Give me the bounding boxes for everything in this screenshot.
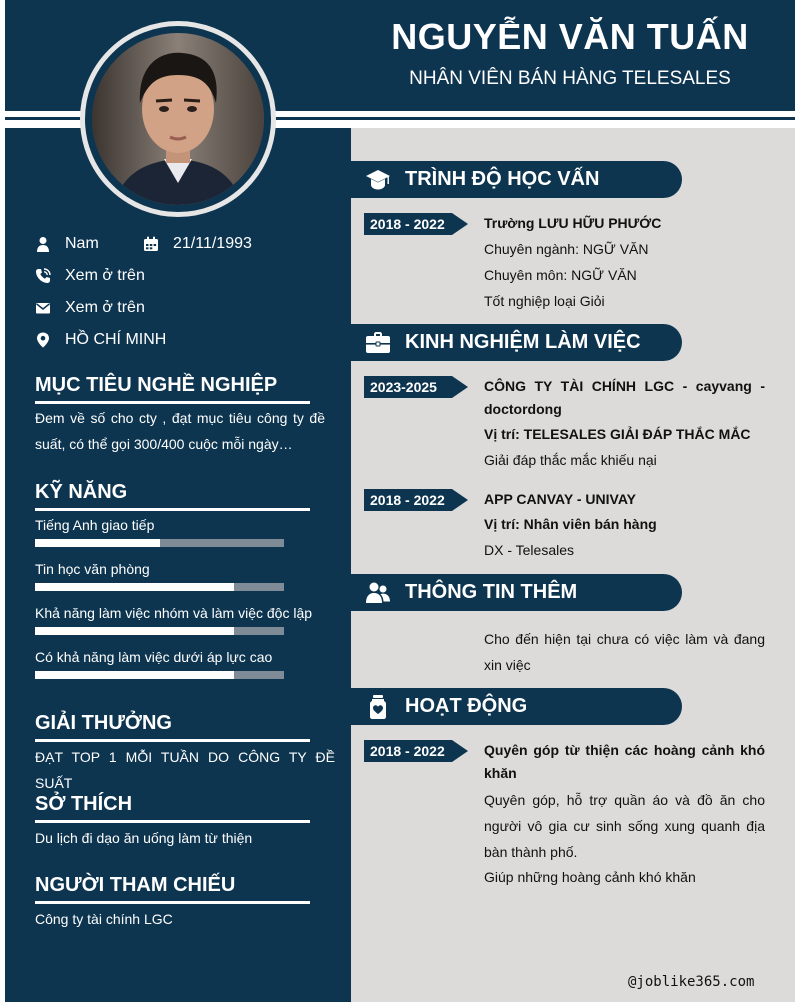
- experience-company: APP CANVAY - UNIVAY: [484, 491, 636, 507]
- briefcase-icon: [365, 330, 391, 356]
- education-major: Chuyên ngành: NGỮ VĂN: [484, 241, 649, 257]
- additional-info-entry: [484, 626, 765, 678]
- experience-date-tag: [364, 489, 468, 511]
- skill-bar-fill: [35, 671, 234, 679]
- activities-section-header: [351, 688, 682, 725]
- additional-info-heading: THÔNG TIN THÊM: [405, 581, 578, 603]
- graduation-cap-icon: [365, 167, 391, 193]
- experience-date: 2018 - 2022: [370, 492, 445, 508]
- experience-company: CÔNG TY TÀI CHÍNH LGC - cayvang - doctordong: [484, 378, 765, 417]
- experience-entry: [484, 488, 765, 563]
- references-text: Công ty tài chính LGC: [35, 911, 173, 927]
- skill-bar-fill: [35, 583, 234, 591]
- references-heading: NGƯỜI THAM CHIẾU: [35, 874, 310, 904]
- education-entry: [484, 212, 765, 314]
- skill-label: Tiếng Anh giao tiếp: [35, 517, 155, 533]
- activities-date-tag: [364, 740, 468, 762]
- skill-bar: [35, 671, 284, 679]
- education-grade: Tốt nghiệp loại Giỏi: [484, 293, 605, 309]
- experience-date-tag: [364, 376, 468, 398]
- activities-date: 2018 - 2022: [370, 743, 445, 759]
- activities-heading: HOẠT ĐỘNG: [405, 695, 528, 717]
- activities-entry: [484, 739, 765, 890]
- hobbies-text: Du lịch đi dạo ăn uống làm từ thiện: [35, 830, 253, 846]
- gender-text: Nam: [65, 235, 99, 252]
- experience-description: Giải đáp thắc mắc khiếu nại: [484, 452, 657, 468]
- gender-row: [35, 232, 99, 256]
- education-specialty: Chuyên môn: NGỮ VĂN: [484, 267, 637, 283]
- skill-bar-fill: [35, 539, 160, 547]
- email-text: Xem ở trên: [65, 299, 145, 316]
- education-heading: TRÌNH ĐỘ HỌC VẤN: [405, 168, 600, 190]
- additional-info-text: Cho đến hiện tại chưa có việc làm và đang xin việc: [484, 631, 765, 673]
- skill-label: Tin học văn phòng: [35, 561, 150, 577]
- location-pin-icon: [35, 332, 51, 348]
- user-icon: [35, 236, 51, 252]
- education-date-tag: [364, 213, 468, 235]
- candidate-job-title: NHÂN VIÊN BÁN HÀNG TELESALES: [409, 68, 731, 89]
- users-icon: [365, 580, 391, 606]
- education-school: Trường LƯU HỮU PHƯỚC: [484, 215, 662, 231]
- skill-bar: [35, 539, 284, 547]
- watermark: @joblike365.com: [628, 974, 755, 990]
- mail-icon: [35, 300, 51, 316]
- phone-text: Xem ở trên: [65, 267, 145, 284]
- skills-heading: KỸ NĂNG: [35, 481, 310, 511]
- awards-heading: GIẢI THƯỞNG: [35, 712, 310, 742]
- address-row: [35, 328, 166, 352]
- address-text: HỒ CHÍ MINH: [65, 331, 167, 348]
- awards-text: ĐẠT TOP 1 MỖI TUẦN DO CÔNG TY ĐỀ SUẤT: [35, 749, 335, 791]
- activities-description-2: Giúp những hoàng cảnh khó khăn: [484, 869, 696, 885]
- phone-icon: [35, 268, 51, 284]
- birthday-row: [143, 232, 252, 256]
- avatar: [92, 33, 264, 205]
- objective-text: Đem về số cho cty , đạt mục tiêu công ty đề suất, có thể gọi 300/400 cuộc mỗi ngày…: [35, 410, 325, 452]
- skill-label: Khả năng làm việc nhóm và làm việc độc lập: [35, 605, 313, 621]
- skill-bar: [35, 583, 284, 591]
- objective-heading: MỤC TIÊU NGHỀ NGHIỆP: [35, 374, 310, 404]
- additional-info-section-header: [351, 574, 682, 611]
- hobbies-heading: SỞ THÍCH: [35, 793, 310, 823]
- experience-date: 2023-2025: [370, 379, 437, 395]
- education-date: 2018 - 2022: [370, 216, 445, 232]
- email-row: [35, 296, 145, 320]
- activities-title: Quyên góp từ thiện các hoàng cảnh khó khăn: [484, 742, 765, 781]
- calendar-icon: [143, 236, 159, 252]
- experience-section-header: [351, 324, 682, 361]
- donation-jar-icon: [365, 694, 391, 720]
- experience-description: DX - Telesales: [484, 542, 575, 558]
- skill-label: Có khả năng làm việc dưới áp lực cao: [35, 649, 273, 665]
- candidate-name: NGUYỄN VĂN TUẤN: [391, 16, 749, 57]
- skill-bar-fill: [35, 627, 234, 635]
- birthday-text: 21/11/1993: [173, 235, 252, 252]
- experience-position: Vị trí: TELESALES GIẢI ĐÁP THẮC MẮC: [484, 426, 751, 442]
- activities-description: Quyên góp, hỗ trợ quần áo và đồ ăn cho người vô gia cư sinh sống xung quanh địa bàn thành phố.: [484, 792, 765, 860]
- experience-position: Vị trí: Nhân viên bán hàng: [484, 516, 657, 532]
- experience-entry: [484, 375, 765, 473]
- phone-row: [35, 264, 145, 288]
- education-section-header: [351, 161, 682, 198]
- skill-bar: [35, 627, 284, 635]
- experience-heading: KINH NGHIỆM LÀM VIỆC: [405, 331, 641, 353]
- avatar-frame: [80, 21, 276, 217]
